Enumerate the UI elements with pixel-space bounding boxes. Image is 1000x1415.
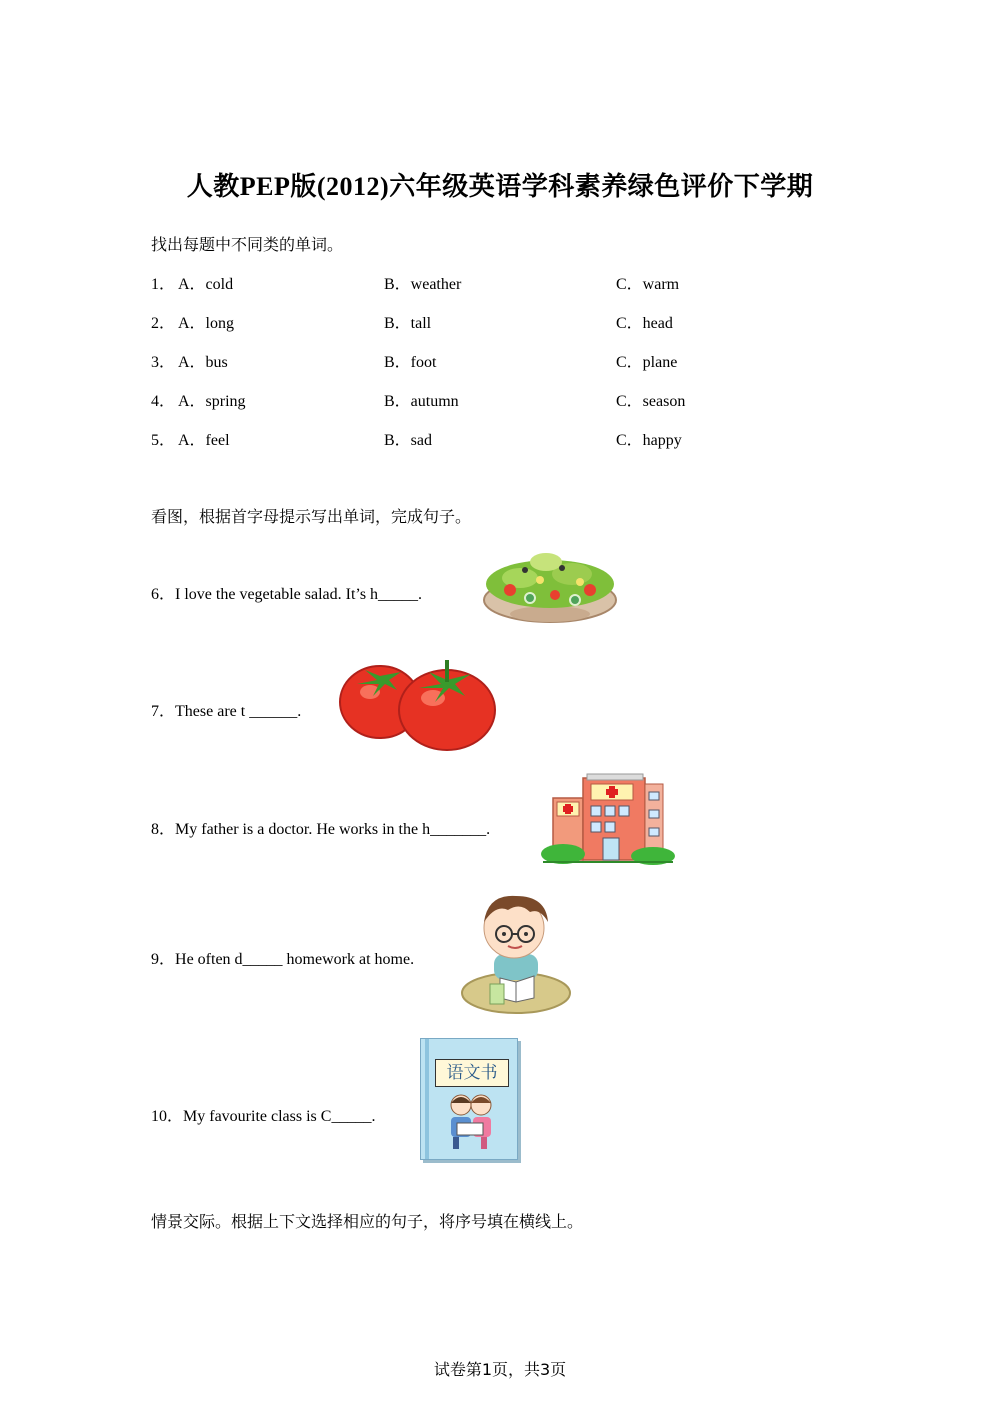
question-1-option-a: A．cold: [178, 276, 234, 293]
question-1-option-b: B．weather: [384, 276, 462, 293]
book-cover-title: 语文书: [435, 1059, 509, 1087]
question-7-number: 7．: [151, 703, 176, 720]
question-4-option-c: C．season: [616, 393, 686, 410]
question-3-option-a: A．bus: [178, 354, 228, 371]
question-10-number: 10．: [151, 1108, 184, 1125]
children-reading-icon: [443, 1091, 499, 1151]
section-3-instruction: 情景交际。根据上下文选择相应的句子，将序号填在横线上。: [151, 1212, 584, 1231]
page-footer: 试卷第1页，共3页: [433, 1360, 567, 1379]
question-6-number: 6．: [151, 586, 176, 603]
question-2-option-a: A．long: [178, 315, 235, 332]
question-1-number: 1．: [151, 276, 176, 293]
question-9-number: 9．: [151, 951, 176, 968]
chinese-book-image: [420, 1038, 518, 1160]
question-5-option-b: B．sad: [384, 432, 433, 449]
section-2-instruction: 看图，根据首字母提示写出单词，完成句子。: [151, 507, 472, 526]
exam-title: 人教PEP版(2012)六年级英语学科素养绿色评价下学期: [186, 172, 814, 201]
question-8: [151, 816, 490, 839]
hospital-image: [543, 770, 673, 865]
question-2-number: 2．: [151, 315, 176, 332]
question-1-option-c: C．warm: [616, 276, 680, 293]
question-9-text: He often d_____ homework at home.: [175, 951, 415, 968]
question-7: [151, 698, 301, 721]
section-1-instruction: 找出每题中不同类的单词。: [151, 235, 344, 254]
question-8-text: My father is a doctor. He works in the h_______.: [175, 821, 491, 838]
question-6-text: I love the vegetable salad. It’s h_____.: [175, 586, 423, 603]
question-2-option-c: C．head: [616, 315, 673, 332]
question-9: [151, 946, 414, 969]
question-5-option-a: A．feel: [178, 432, 230, 449]
boy-reading-image: [460, 890, 572, 1015]
question-4-option-a: A．spring: [178, 393, 246, 410]
question-3-option-b: B．foot: [384, 354, 437, 371]
question-5-option-c: C．happy: [616, 432, 682, 449]
question-10-text: My favourite class is C_____.: [183, 1108, 376, 1125]
question-5-number: 5．: [151, 432, 176, 449]
question-3-option-c: C．plane: [616, 354, 678, 371]
question-2-option-b: B．tall: [384, 315, 432, 332]
question-6: [151, 581, 422, 604]
question-7-text: These are t ______.: [175, 703, 302, 720]
question-8-number: 8．: [151, 821, 176, 838]
salad-image: [480, 540, 622, 628]
question-4-option-b: B．autumn: [384, 393, 459, 410]
question-10: [151, 1103, 375, 1126]
tomatoes-image: [335, 652, 500, 754]
question-3-number: 3．: [151, 354, 176, 371]
question-4-number: 4．: [151, 393, 176, 410]
